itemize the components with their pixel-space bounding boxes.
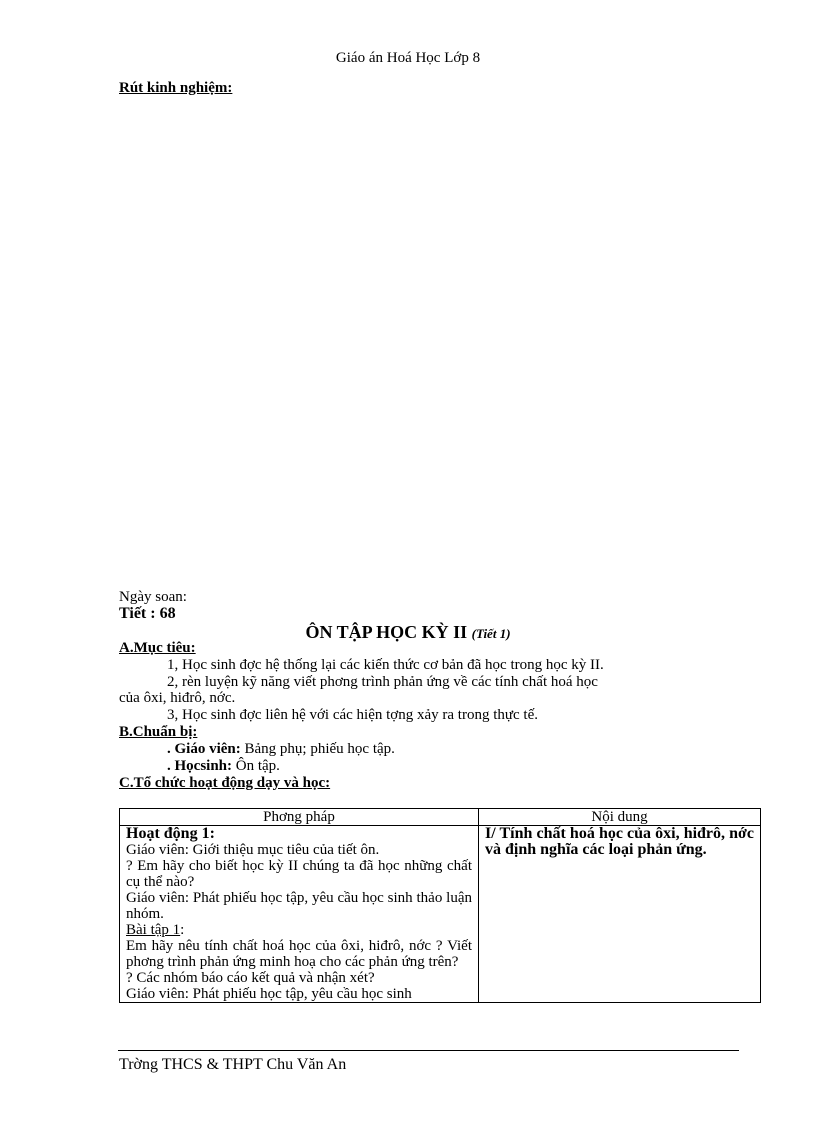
exercise-line-1: Em hãy nêu tính chất hoá học của ôxi, hiđrô, nớc ? Viết phơng trình phản ứng minh hoạ cho các phản ứng trên? bbox=[126, 938, 472, 970]
footer-divider bbox=[118, 1050, 739, 1051]
method-line-1: Giáo viên: Giới thiệu mục tiêu của tiết ôn. bbox=[126, 842, 380, 858]
content-cell bbox=[479, 826, 761, 1003]
activity-table-wrap bbox=[119, 808, 762, 1030]
exercise-line-2: ? Các nhóm báo cáo kết quả và nhận xét? bbox=[126, 970, 375, 986]
col-method-header: Phơng pháp bbox=[120, 809, 479, 826]
table-header-row bbox=[120, 809, 761, 826]
objective-1: 1, Học sinh đợc hệ thống lại các kiến thức cơ bản đã học trong học kỳ II. bbox=[167, 657, 604, 673]
student-prep bbox=[167, 758, 280, 774]
lesson-subtitle: (Tiết 1) bbox=[471, 626, 511, 641]
objective-2: 2, rèn luyện kỹ năng viết phơng trình phản ứng về các tính chất hoá học bbox=[167, 674, 598, 690]
section-a-heading: A.Mục tiêu: bbox=[119, 640, 196, 656]
table-row bbox=[120, 826, 761, 1003]
date-label: Ngày soan: bbox=[119, 589, 187, 605]
exercise-label: Bài tập 1 bbox=[126, 922, 181, 938]
section-b-heading: B.Chuẩn bị: bbox=[119, 724, 198, 740]
page-header: Giáo án Hoá Học Lớp 8 bbox=[335, 50, 481, 66]
method-line-3: Giáo viên: Phát phiếu học tập, yêu cầu học sinh thảo luận nhóm. bbox=[126, 890, 472, 922]
activity-table bbox=[119, 808, 761, 1003]
teacher-prep bbox=[167, 741, 395, 757]
exercise-colon: : bbox=[180, 922, 185, 938]
exercise-line-3: Giáo viên: Phát phiếu học tập, yêu cầu học sinh bbox=[126, 986, 412, 1002]
method-line-2: ? Em hãy cho biết học kỳ II chúng ta đã học những chất cụ thể nào? bbox=[126, 858, 472, 890]
content-heading: I/ Tính chất hoá học của ôxi, hiđrô, nớc và định nghĩa các loại phản ứng. bbox=[485, 825, 754, 858]
lesson-title-text: ÔN TẬP HỌC KỲ II bbox=[305, 622, 468, 642]
student-text: Ôn tập. bbox=[232, 758, 280, 774]
objective-2-cont: của ôxi, hiđrô, nớc. bbox=[119, 690, 236, 706]
method-cell bbox=[120, 826, 479, 1003]
teacher-text: Bảng phụ; phiếu học tập. bbox=[240, 741, 395, 757]
period-label: Tiết : 68 bbox=[119, 605, 176, 622]
col-content-header: Nội dung bbox=[479, 809, 761, 826]
footer-school: Trờng THCS & THPT Chu Văn An bbox=[119, 1056, 347, 1073]
review-heading: Rút kinh nghiệm: bbox=[119, 80, 233, 96]
teacher-label: . Giáo viên: bbox=[167, 741, 241, 757]
exercise-heading bbox=[126, 922, 472, 938]
student-label: . Họcsinh: bbox=[167, 758, 233, 774]
section-c-heading: C.Tổ chức hoạt động dạy và học: bbox=[119, 775, 331, 791]
activity-title: Hoạt động 1: bbox=[126, 825, 215, 842]
objective-3: 3, Học sinh đợc liên hệ với các hiện tợng xảy ra trong thực tế. bbox=[167, 707, 538, 723]
